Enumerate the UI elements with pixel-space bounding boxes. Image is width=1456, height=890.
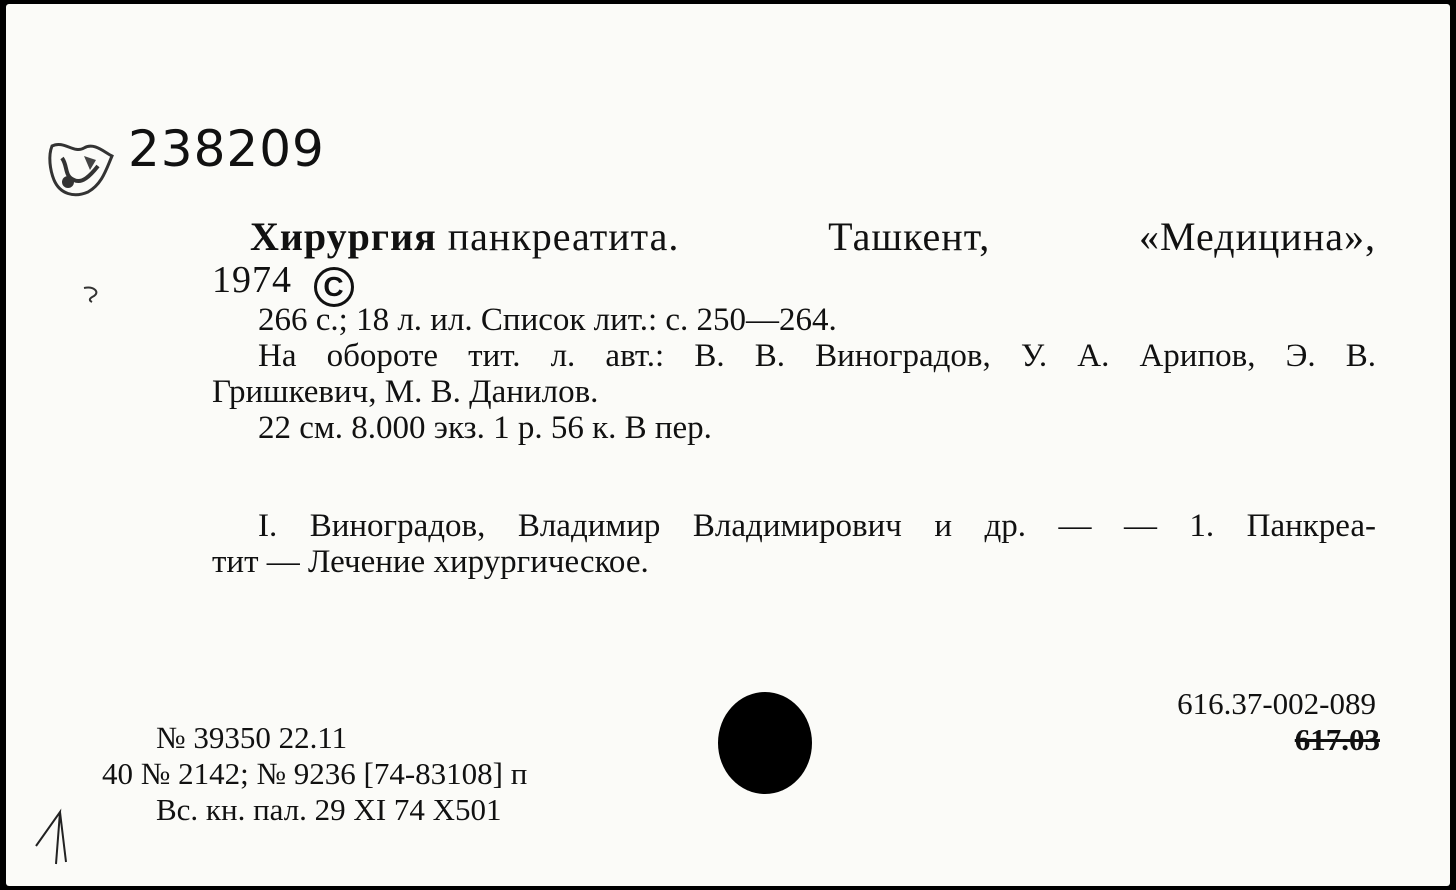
handwritten-mark-icon [30, 806, 74, 868]
print-info-line-1: № 39350 22.11 [156, 720, 348, 755]
library-stamp-icon [44, 136, 118, 202]
stray-mark-icon [80, 282, 104, 306]
publication-year: 1974 [212, 259, 292, 301]
format-line: 22 см. 8.000 экз. 1 р. 56 к. В пер. [258, 410, 712, 446]
pages-line: 266 с.; 18 л. ил. Список лит.: с. 250—264. [258, 302, 837, 338]
year-line [212, 258, 354, 307]
print-info-line-2: 40 № 2142; № 9236 [74-83108] п [102, 756, 528, 791]
inventory-number: 238209 [128, 120, 325, 178]
title-text [250, 213, 679, 260]
title-bold: Хирургия [250, 214, 437, 259]
udc-old-number: 617.03 [1294, 722, 1380, 757]
authors-line-1: На обороте тит. л. авт.: В. В. Виноградов, У. А. Арипов, Э. В. [258, 338, 1376, 374]
tracing-line-1: I. Виноградов, Владимир Владимирович и др. — — 1. Панкреа- [258, 508, 1376, 544]
tracing-line-2: тит — Лечение хирургическое. [212, 544, 649, 580]
udc-number: 616.37-002-089 [1177, 686, 1376, 721]
print-info-line-3: Вс. кн. пал. 29 XI 74 Х501 [156, 792, 502, 827]
copyright-icon: C [314, 267, 354, 307]
publisher: «Медицина», [1138, 214, 1376, 259]
title-rest: панкреатита. [447, 214, 680, 259]
punch-hole [718, 692, 812, 794]
title-line [250, 213, 1376, 260]
authors-line-2: Гришкевич, М. В. Данилов. [212, 374, 599, 410]
place-of-publication: Ташкент, [828, 214, 991, 259]
